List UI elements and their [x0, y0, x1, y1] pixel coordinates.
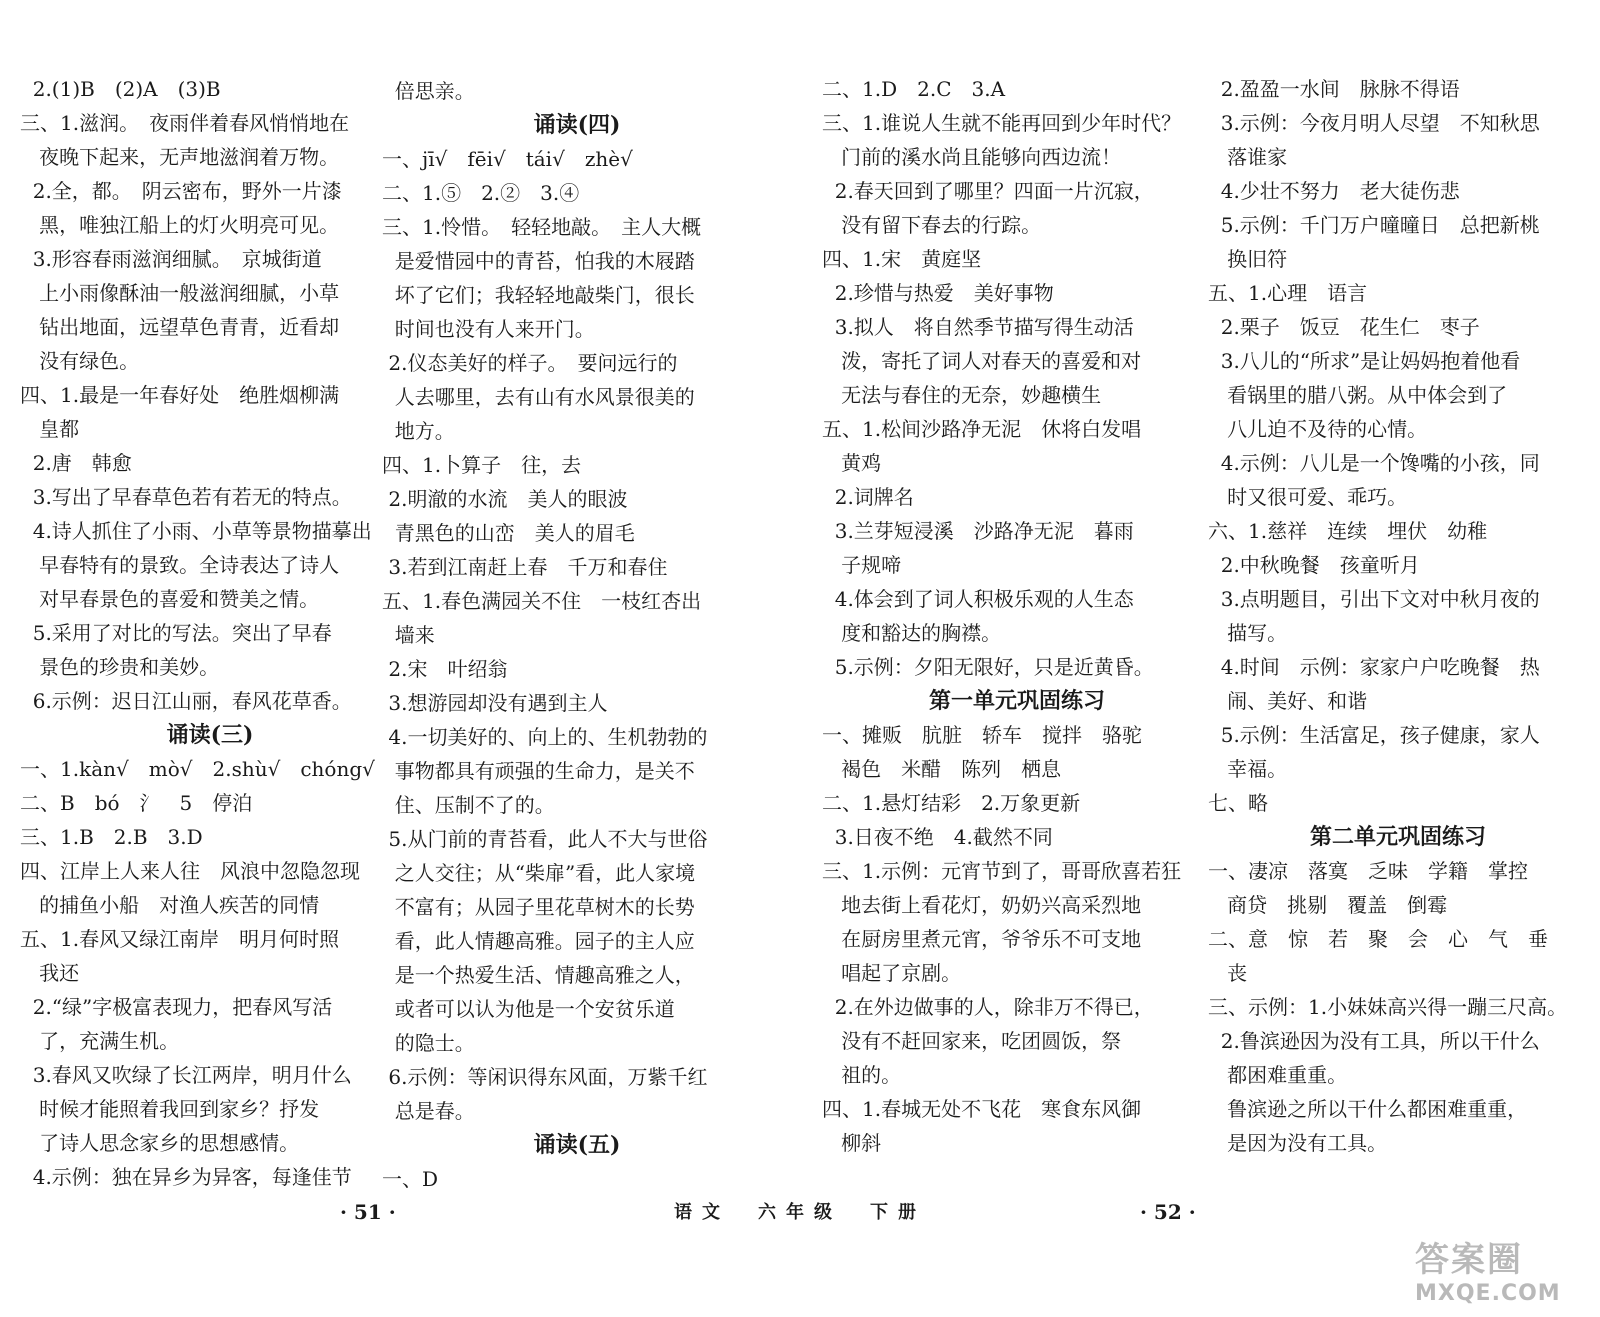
answer-line: 四、1.最是一年春好处 绝胜烟柳满 — [20, 383, 340, 407]
answer-line: 五、1.松间沙路净无泥 休将白发唱 — [822, 417, 1142, 441]
answer-line: 钻出地面，远望草色青青，近看却 — [20, 315, 340, 339]
answer-line: 子规啼 — [822, 553, 902, 577]
answer-line: 我还 — [20, 961, 80, 985]
answer-line: 没有留下春去的行踪。 — [822, 213, 1042, 237]
answer-line: 皇都 — [20, 417, 80, 441]
answer-line: 3.八儿的“所求”是让妈妈抱着他看 — [1208, 349, 1521, 373]
answer-line: 黑，唯独江船上的灯火明亮可见。 — [20, 213, 340, 237]
answer-line: 5.从门前的青苔看，此人不大与世俗 — [382, 827, 708, 851]
section-heading: 诵读(五) — [533, 1132, 621, 1158]
answer-line: 是一个热爱生活、情趣高雅之人， — [382, 963, 695, 987]
answer-line: 四、江岸上人来人往 风浪中忽隐忽现 — [20, 859, 360, 883]
column-1 — [20, 72, 400, 1194]
answer-line: 3.写出了早春草色若有若无的特点。 — [20, 485, 352, 509]
answer-line: 八儿迫不及待的心情。 — [1208, 417, 1428, 441]
answer-line: 2.春天回到了哪里？四面一片沉寂， — [822, 179, 1154, 203]
answer-line: 2.栗子 饭豆 花生仁 枣子 — [1208, 315, 1480, 339]
answer-line: 四、1.春城无处不飞花 寒食东风御 — [822, 1097, 1142, 1121]
answer-line: 4.少壮不努力 老大徒伤悲 — [1208, 179, 1460, 203]
answer-line: 唱起了京剧。 — [822, 961, 962, 985]
page-number-left: · 51 · — [340, 1200, 396, 1224]
answer-line: 早春特有的景致。全诗表达了诗人 — [20, 553, 340, 577]
answer-line: 住、压制不了的。 — [382, 793, 555, 817]
answer-line: 一、jī√ fēi√ tái√ zhè√ — [382, 147, 633, 171]
answer-line: 是爱惜园中的青苔，怕我的木屐踏 — [382, 249, 695, 273]
answer-line: 2.盈盈一水间 脉脉不得语 — [1208, 77, 1460, 101]
watermark-text: 答案圈 — [1415, 1240, 1523, 1280]
answer-line: 五、1.春色满园关不住 一枝红杏出 — [382, 589, 702, 613]
answer-line: 无法与春住的无奈，妙趣横生 — [822, 383, 1102, 407]
answer-line: 3.日夜不绝 4.截然不同 — [822, 825, 1053, 849]
answer-line: 5.示例：千门万户曈曈日 总把新桃 — [1208, 213, 1540, 237]
answer-line: 三、1.B 2.B 3.D — [20, 825, 203, 849]
answer-line: 倍思亲。 — [382, 79, 475, 103]
answer-line: 六、1.慈祥 连续 埋伏 幼稚 — [1208, 519, 1488, 543]
answer-line: 落谁家 — [1208, 145, 1288, 169]
answer-line: 3.兰芽短浸溪 沙路净无泥 暮雨 — [822, 519, 1134, 543]
answer-line: 门前的溪水尚且能够向西边流！ — [822, 145, 1122, 169]
answer-line: 是因为没有工具。 — [1208, 1131, 1388, 1155]
answer-line: 2.宋 叶绍翁 — [382, 657, 508, 681]
answer-line: 墙来 — [382, 623, 435, 647]
answer-line: 2.明澈的水流 美人的眼波 — [382, 487, 628, 511]
answer-line: 2.中秋晚餐 孩童听月 — [1208, 553, 1420, 577]
answer-line: 青黑色的山峦 美人的眉毛 — [382, 521, 635, 545]
answer-line: 2.全，都。 阴云密布，野外一片漆 — [20, 179, 342, 203]
answer-line: 景色的珍贵和美妙。 — [20, 655, 220, 679]
answer-line: 3.示例：今夜月明人尽望 不知秋思 — [1208, 111, 1540, 135]
answer-line: 鲁滨逊之所以干什么都困难重重， — [1208, 1097, 1528, 1121]
answer-line: 5.示例：生活富足，孩子健康，家人 — [1208, 723, 1540, 747]
answer-line: 的隐士。 — [382, 1031, 475, 1055]
answer-line: 2.珍惜与热爱 美好事物 — [822, 281, 1054, 305]
answer-line: 柳斜 — [822, 1131, 882, 1155]
answer-line: 时候才能照着我回到家乡？抒发 — [20, 1097, 320, 1121]
answer-line: 夜晚下起来，无声地滋润着万物。 — [20, 145, 340, 169]
answer-line: 6.示例：迟日江山丽，春风花草香。 — [20, 689, 352, 713]
answer-line: 2.鲁滨逊因为没有工具，所以干什么 — [1208, 1029, 1540, 1053]
answer-line: 6.示例：等闲识得东风面，万紫千红 — [382, 1065, 708, 1089]
answer-line: 2.词牌名 — [822, 485, 914, 509]
answer-line: 二、1.⑤ 2.② 3.④ — [382, 181, 580, 205]
section-heading: 诵读(四) — [533, 112, 621, 138]
answer-line: 5.示例：夕阳无限好，只是近黄昏。 — [822, 655, 1154, 679]
answer-line: 人去哪里，去有山有水风景很美的 — [382, 385, 695, 409]
answer-line: 2.在外边做事的人，除非万不得已， — [822, 995, 1154, 1019]
answer-line: 三、1.滋润。 夜雨伴着春风悄悄地在 — [20, 111, 350, 135]
section-heading: 诵读(三) — [166, 722, 254, 748]
answer-line: 地方。 — [382, 419, 455, 443]
answer-line: 4.诗人抓住了小雨、小草等景物描摹出 — [20, 519, 372, 543]
answer-line: 度和豁达的胸襟。 — [822, 621, 1002, 645]
page-number-right: · 52 · — [1140, 1200, 1196, 1224]
answer-line: 褐色 米醋 陈列 栖息 — [822, 757, 1062, 781]
answer-line: 4.体会到了词人积极乐观的人生态 — [822, 587, 1134, 611]
answer-line: 4.一切美好的、向上的、生机勃勃的 — [382, 725, 708, 749]
answer-line: 时间也没有人来开门。 — [382, 317, 595, 341]
answer-line: 泼，寄托了词人对春天的喜爱和对 — [822, 349, 1142, 373]
answer-line: 时又很可爱、乖巧。 — [1208, 485, 1408, 509]
answer-line: 七、略 — [1208, 791, 1268, 815]
answer-line: 4.示例：独在异乡为异客，每逢佳节 — [20, 1165, 352, 1189]
answer-line: 幸福。 — [1208, 757, 1288, 781]
answer-line: 2.(1)B (2)A (3)B — [20, 77, 221, 101]
answer-line: 3.若到江南赶上春 千万和春住 — [382, 555, 668, 579]
watermark-logo — [1415, 1232, 1595, 1312]
answer-line: 黄鸡 — [822, 451, 882, 475]
answer-line: 4.时间 示例：家家户户吃晚餐 热 — [1208, 655, 1540, 679]
answer-line: 的捕鱼小船 对渔人疾苦的同情 — [20, 893, 320, 917]
answer-line: 5.采用了对比的写法。突出了早春 — [20, 621, 332, 645]
answer-line: 在厨房里煮元宵，爷爷乐不可支地 — [822, 927, 1142, 951]
column-3 — [822, 72, 1212, 1160]
answer-line: 一、摊贩 肮脏 轿车 搅拌 骆驼 — [822, 723, 1142, 747]
answer-line: 或者可以认为他是一个安贫乐道 — [382, 997, 675, 1021]
answer-line: 3.想游园却没有遇到主人 — [382, 691, 608, 715]
answer-line: 事物都具有顽强的生命力，是关不 — [382, 759, 695, 783]
answer-line: 五、1.春风又绿江南岸 明月何时照 — [20, 927, 340, 951]
section-heading: 第二单元巩固练习 — [1309, 824, 1486, 850]
answer-line: 都困难重重。 — [1208, 1063, 1348, 1087]
answer-line: 闹、美好、和谐 — [1208, 689, 1368, 713]
answer-line: 3.形容春雨滋润细腻。 京城街道 — [20, 247, 322, 271]
answer-line: 商贷 挑剔 覆盖 倒霉 — [1208, 893, 1448, 917]
answer-line: 对早春景色的喜爱和赞美之情。 — [20, 587, 320, 611]
answer-line: 换旧符 — [1208, 247, 1288, 271]
answer-line: 3.春风又吹绿了长江两岸，明月什么 — [20, 1063, 352, 1087]
answer-line: 二、意 惊 若 聚 会 心 气 垂 — [1208, 927, 1548, 951]
column-4 — [1208, 72, 1588, 1160]
answer-line: 地去街上看花灯，奶奶兴高采烈地 — [822, 893, 1142, 917]
answer-line: 之人交往；从“柴扉”看，此人家境 — [382, 861, 696, 885]
answer-line: 没有绿色。 — [20, 349, 140, 373]
answer-line: 上小雨像酥油一般滋润细腻，小草 — [20, 281, 340, 305]
answer-line: 2.唐 韩愈 — [20, 451, 132, 475]
answer-line: 看锅里的腊八粥。从中体会到了 — [1208, 383, 1508, 407]
answer-line: 一、1.kàn√ mò√ 2.shù√ chóng√ — [20, 757, 375, 781]
answer-line: 四、1.宋 黄庭坚 — [822, 247, 982, 271]
answer-line: 了诗人思念家乡的思想感情。 — [20, 1131, 300, 1155]
answer-line: 不富有；从园子里花草树木的长势 — [382, 895, 695, 919]
answer-line: 四、1.卜算子 往，去 — [382, 453, 582, 477]
section-heading: 第一单元巩固练习 — [928, 688, 1105, 714]
answer-line: 3.点明题目，引出下文对中秋月夜的 — [1208, 587, 1540, 611]
answer-line: 3.拟人 将自然季节描写得生动活 — [822, 315, 1134, 339]
answer-line: 三、1.怜惜。 轻轻地敲。 主人大概 — [382, 215, 702, 239]
answer-line: 没有不赶回家来，吃团圆饭，祭 — [822, 1029, 1122, 1053]
answer-line: 一、凄凉 落寞 乏味 学籍 掌控 — [1208, 859, 1528, 883]
answer-line: 4.示例：八儿是一个馋嘴的小孩，同 — [1208, 451, 1540, 475]
answer-line: 祖的。 — [822, 1063, 902, 1087]
answer-line: 二、B bó 氵 5 停泊 — [20, 791, 253, 815]
answer-line: 二、1.D 2.C 3.A — [822, 77, 1006, 101]
answer-line: 一、D — [382, 1167, 439, 1191]
answer-line: 丧 — [1208, 961, 1248, 985]
column-2 — [382, 74, 772, 1196]
book-footer: 语文 六年级 下册 — [674, 1202, 926, 1223]
answer-line: 看，此人情趣高雅。园子的主人应 — [382, 929, 695, 953]
answer-line: 三、1.示例：元宵节到了，哥哥欣喜若狂 — [822, 859, 1182, 883]
answer-line: 了，充满生机。 — [20, 1029, 180, 1053]
answer-line: 三、1.谁说人生就不能再回到少年时代？ — [822, 111, 1182, 135]
answer-line: 描写。 — [1208, 621, 1288, 645]
answer-line: 三、示例：1.小妹妹高兴得一蹦三尺高。 — [1208, 995, 1568, 1019]
answer-line: 总是春。 — [382, 1099, 475, 1123]
answer-line: 五、1.心理 语言 — [1208, 281, 1368, 305]
answer-line: 2.“绿”字极富表现力，把春风写活 — [20, 995, 333, 1019]
answer-line: 坏了它们；我轻轻地敲柴门，很长 — [382, 283, 695, 307]
answer-line: 二、1.悬灯结彩 2.万象更新 — [822, 791, 1081, 815]
watermark-url: MXQE.COM — [1415, 1281, 1561, 1306]
answer-line: 2.仪态美好的样子。 要问远行的 — [382, 351, 678, 375]
